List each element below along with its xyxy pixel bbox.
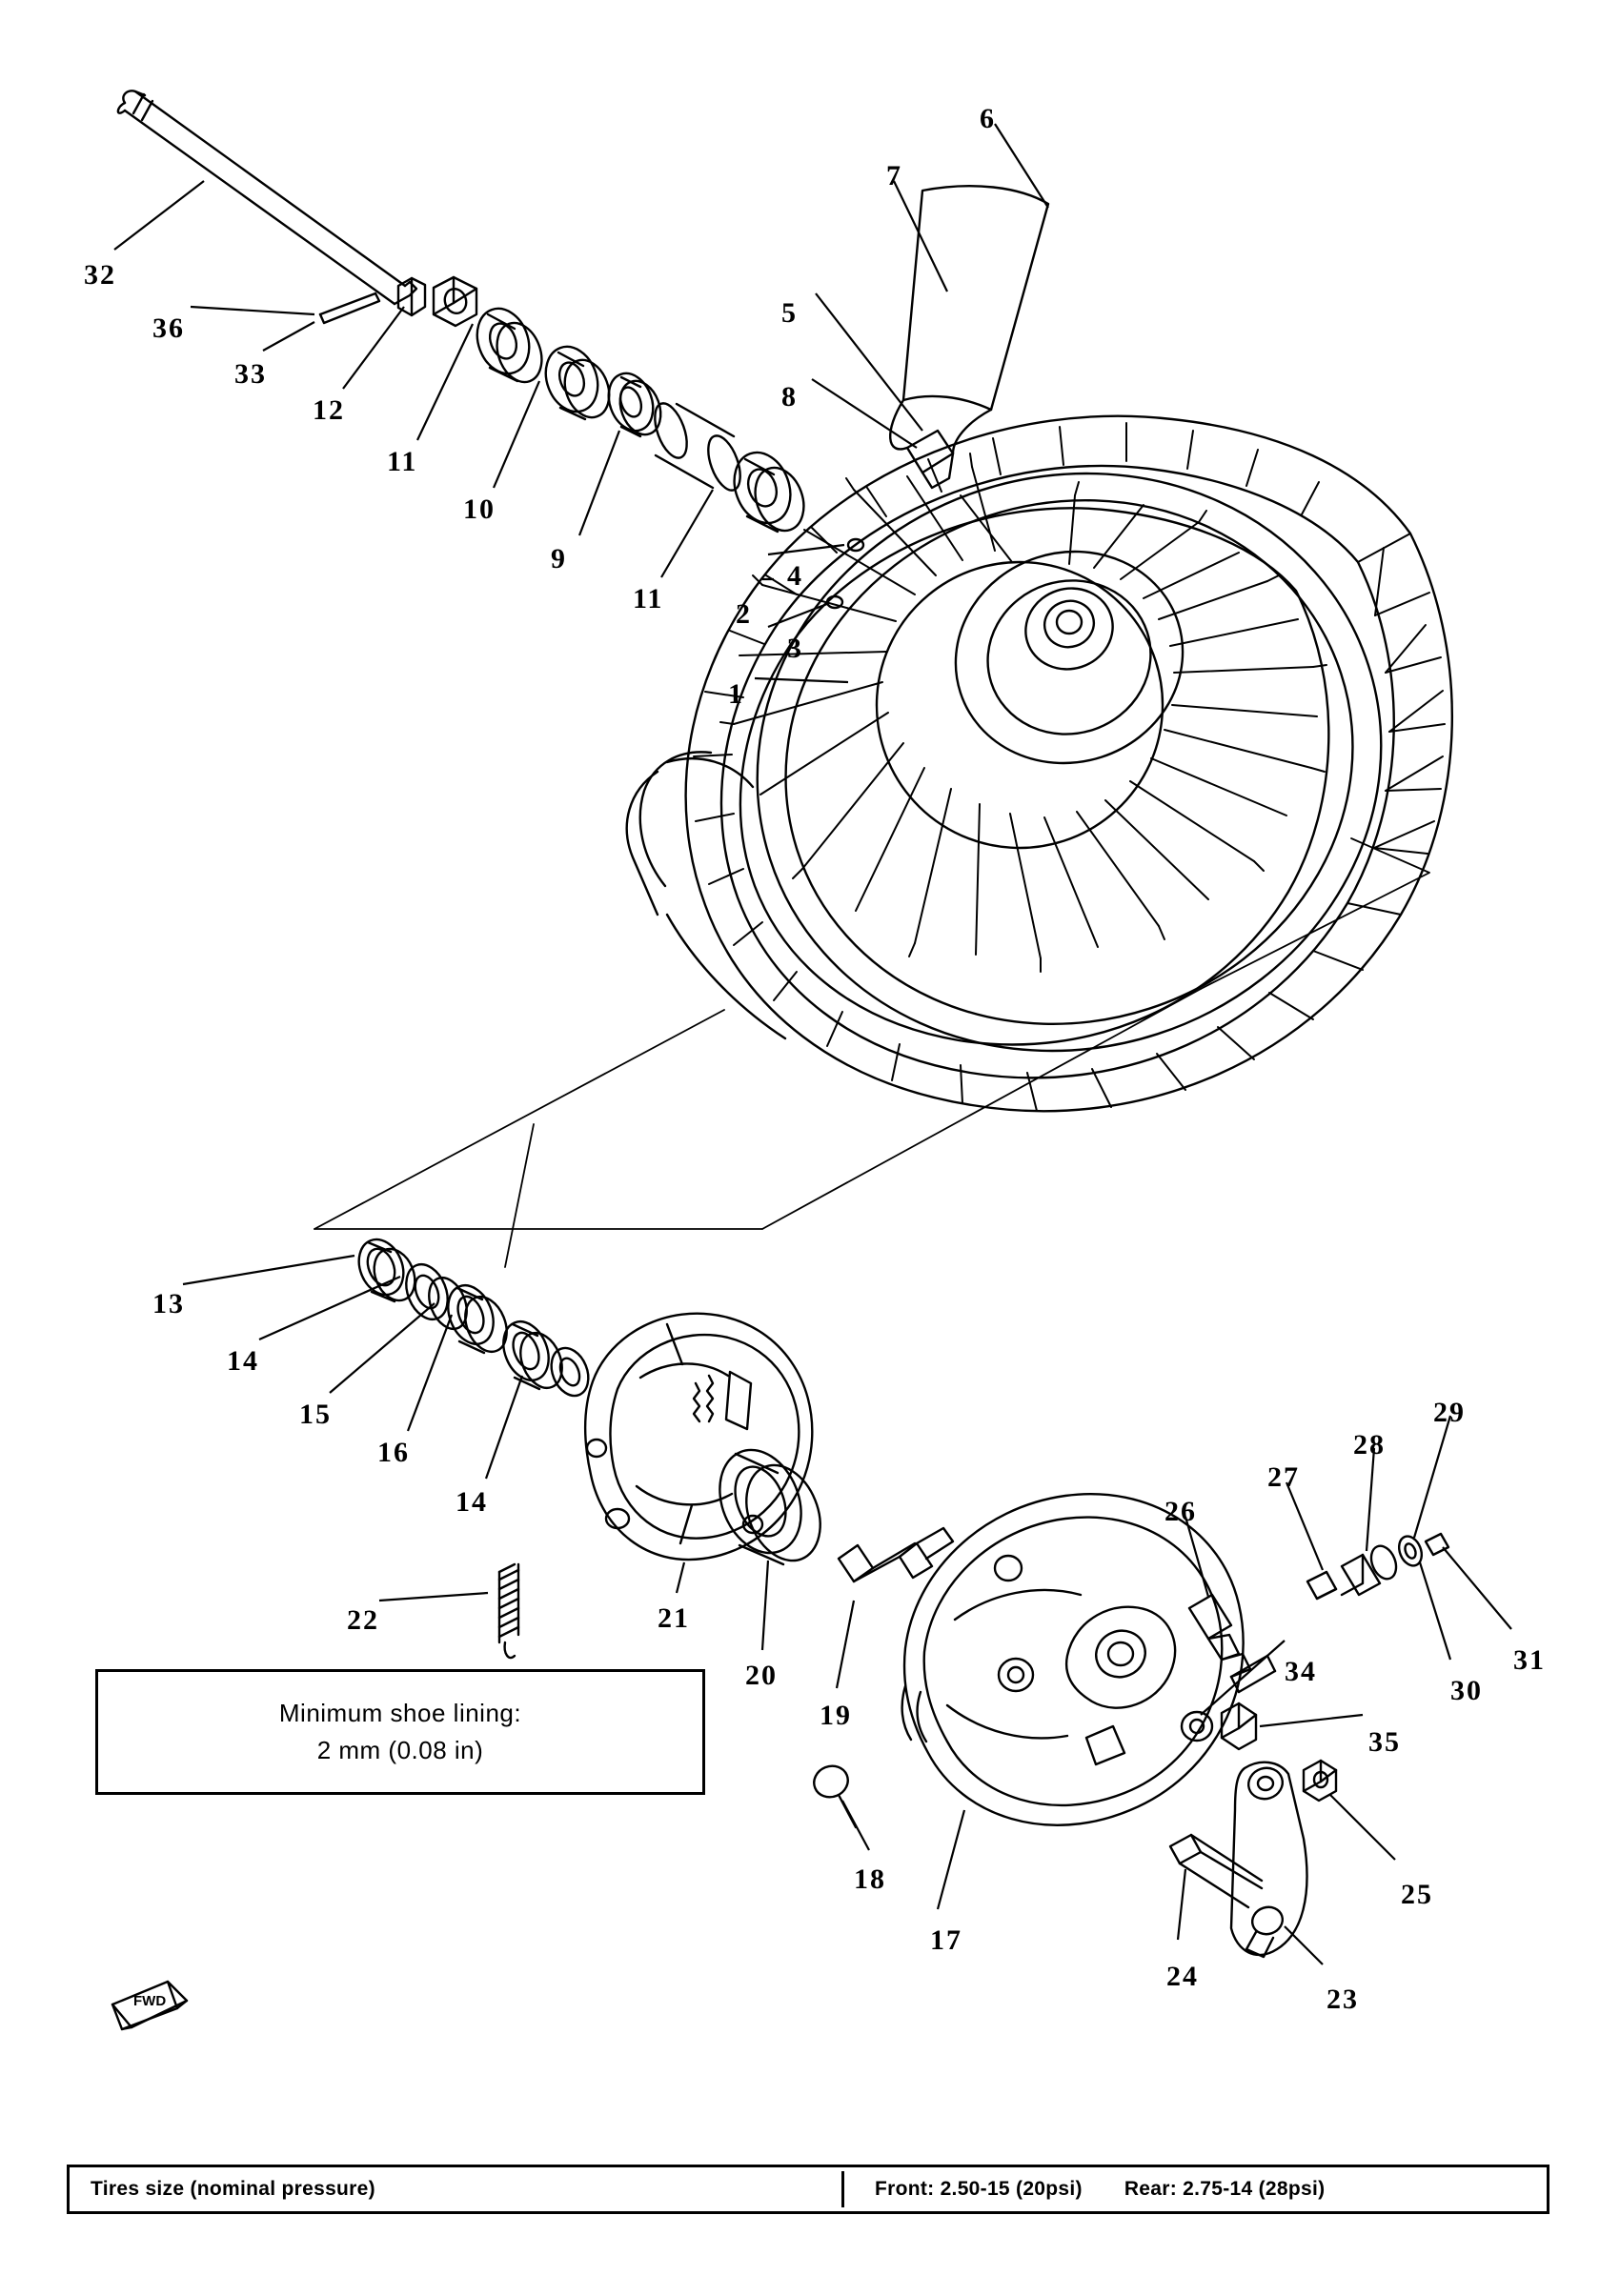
tire-size-label: Tires size (nominal pressure) [91,2178,375,2200]
ring-parts-14-15-16 [398,1259,515,1359]
spacer-part-10 [537,339,618,423]
washer-part-16 [545,1342,596,1401]
callout-7: 7 [886,160,902,191]
callout-8: 8 [781,381,798,413]
washer-nut-parts-34-35 [1182,1703,1256,1749]
cotter-pin-part-36 [320,293,379,323]
callout-14-right: 14 [456,1486,488,1518]
washer-part-9 [601,367,668,440]
callout-5: 5 [781,297,798,329]
footer-divider [841,2171,844,2207]
callout-6: 6 [980,103,996,134]
callout-17: 17 [930,1924,962,1956]
callout-18: 18 [854,1863,886,1895]
callout-26: 26 [1164,1496,1197,1527]
callout-29: 29 [1433,1397,1466,1428]
rim-band-part-7 [890,186,1048,453]
callout-14-left: 14 [227,1345,259,1377]
valve-stem-part-5-8 [907,431,953,488]
callout-28: 28 [1353,1429,1386,1460]
callout-24: 24 [1166,1961,1199,1992]
callout-32: 32 [84,259,116,291]
note-line-2: 2 mm (0.08 in) [316,1736,484,1764]
tire-size-footer [67,2165,1549,2214]
front-tire-spec: Front: 2.50-15 (20psi) [875,2178,1083,2200]
callout-1: 1 [728,678,744,710]
callout-3: 3 [787,633,803,664]
callout-10: 10 [463,493,496,525]
bearing-part-11-left [469,301,550,388]
brake-cam-part-26 [1189,1595,1275,1692]
return-spring-part-22 [499,1564,518,1658]
callout-16: 16 [377,1437,410,1468]
axle-shaft-part-32 [118,91,416,304]
pin-part-18 [809,1761,856,1827]
callout-34: 34 [1285,1656,1317,1687]
callout-21: 21 [658,1602,690,1634]
callout-30: 30 [1450,1675,1483,1706]
callout-11-right: 11 [633,583,664,614]
callout-36: 36 [152,312,185,344]
callout-12: 12 [313,394,345,426]
minimum-shoe-lining-note [95,1669,705,1795]
note-line-1: Minimum shoe lining: [278,1699,522,1727]
callout-2: 2 [736,598,752,630]
callout-23: 23 [1326,1984,1359,2015]
fwd-label: FWD [133,1993,167,2009]
callout-11-left: 11 [387,446,418,477]
brake-lever-part-23 [1231,1762,1307,1957]
callout-27: 27 [1267,1461,1300,1493]
brake-backing-plate-part-17 [902,1494,1244,1825]
collar-sleeve-part [649,399,747,494]
brake-shoes-part-21 [585,1314,812,1560]
callout-13: 13 [152,1288,185,1319]
hex-nut-part-12 [434,277,476,326]
wheel-rim-and-spokes [681,393,1456,1132]
callout-19: 19 [820,1700,852,1731]
bolt-part-24 [1170,1835,1262,1907]
callout-9: 9 [551,543,567,574]
callout-31: 31 [1513,1644,1546,1676]
callout-15: 15 [299,1399,332,1430]
callout-20: 20 [745,1660,778,1691]
callout-22: 22 [347,1604,379,1636]
rear-tire-spec: Rear: 2.75-14 (28psi) [1124,2178,1326,2200]
callout-33: 33 [234,358,267,390]
callout-25: 25 [1401,1879,1433,1910]
callout-35: 35 [1368,1726,1401,1758]
callout-4: 4 [787,560,803,592]
